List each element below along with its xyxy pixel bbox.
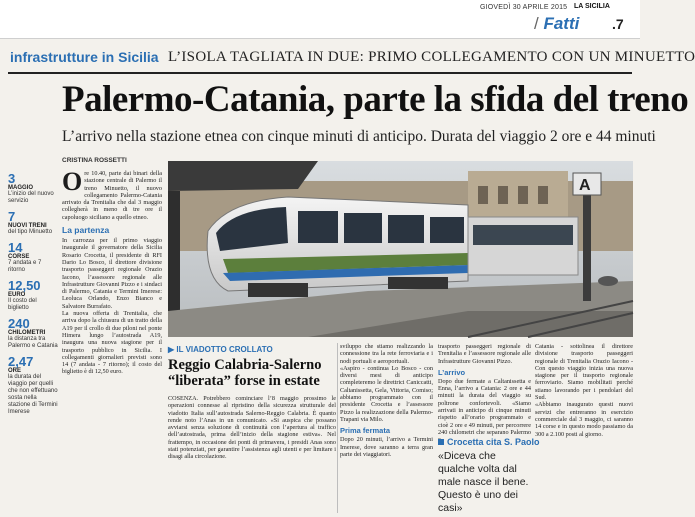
fact-item <box>8 317 58 350</box>
paragraph: «Aspiro - continua Lo Bosco - con diversi mesi di anticipo completeremo le direttrici Caniccatti, Caltanissetta, Gela, Vittoria, Comiso; abbiamo programmato con il presidente Crocetta e l’assessore Pizzo la realizzazione della Palermo-Trapani via Milo. <box>340 364 433 423</box>
article-column-4 <box>438 343 531 444</box>
paragraph: sviluppo che stiamo realizzando la connessione tra la rete ferroviaria e i nodi portuali e aeroportuali. <box>340 343 433 365</box>
overline: L’ISOLA TAGLIATA IN DUE: PRIMO COLLEGAMENTO CON UN MINUETTO <box>168 49 695 65</box>
fact-number: 3 <box>8 171 16 186</box>
fact-number: 240 <box>8 316 30 331</box>
fact-desc: Il costo del biglietto <box>8 298 37 311</box>
article-column-3 <box>340 343 433 458</box>
fact-number: 7 <box>8 209 16 224</box>
story-head-label: IL VIADOTTO CROLLATO <box>176 345 273 354</box>
article-column-1 <box>62 167 162 376</box>
fact-unit: EURO <box>8 292 26 298</box>
fact-unit: CORSE <box>8 254 30 260</box>
quote-tag-label: Crocetta cita S. Paolo <box>447 437 540 447</box>
svg-text:A: A <box>579 177 591 194</box>
fact-desc: la distanza tra Palermo e Catania <box>8 336 58 349</box>
kicker: infrastrutture in Sicilia <box>10 49 159 65</box>
byline: CRISTINA ROSSETTI <box>62 157 127 164</box>
fact-desc: la durata del viaggio per quelli che non effettuano sosta nella stazione di Termini Imerese <box>8 374 58 415</box>
subhead: L’arrivo <box>438 367 466 377</box>
fact-number: 14 <box>8 240 23 255</box>
story-head: ▶ IL VIADOTTO CROLLATO <box>168 345 273 354</box>
paragraph: Dopo due fermate a Caltanissetta e Enna, l’arrivo a Catania: 2 ore e 44 minuti la durata del viaggio su poltrone confortevoli. «Siamo arrivati in anticipo di cinque minuti rispetto all’orario programmato e cioè 2 ore e 49 minuti, per percorrere 240 chilometri che separano Palermo <box>438 377 531 436</box>
fact-unit: CHILOMETRI <box>8 330 46 336</box>
fact-unit: MAGGIO <box>8 185 33 191</box>
section-name: Fatti <box>543 14 580 33</box>
fact-item <box>8 355 58 416</box>
deck: L’arrivo nella stazione etnea con cinque minuti di anticipo. Durata del viaggio 2 ore e 44 minuti <box>62 128 656 145</box>
headline: Palermo-Catania, parte la sfida del treno <box>62 79 689 120</box>
paper-name: LA SICILIA <box>574 3 610 10</box>
quote-tag <box>438 437 540 447</box>
fact-item <box>8 210 58 236</box>
square-bullet-icon <box>438 439 444 445</box>
subhead: La partenza <box>62 225 110 236</box>
story-title: Reggio Calabria-Salerno “liberata” forse in estate <box>168 357 322 389</box>
article-column-2: COSENZA. Potrebbero cominciare l’8 maggio prossimo le operazioni connesse al ripristino della sicurezza strutturale del viadotto Italia sull’autostrada Salerno-Reggio Calabria. È quanto rende noto l’Anas in un comunicato. «Si auspica che possano avviarsi senza soluzione di continuità con l’apertura al traffico dell’autostrada, prima dell’inizio della stagione estiva». Nel frattempo, in occasione dei ponti di primavera, i presidi Anas sono stati potenziati, per garantire l’assistenza agli utenti e per limitare i disagi alla circolazione. <box>168 395 336 461</box>
issue-date: GIOVEDÌ 30 APRILE 2015 <box>480 4 568 11</box>
paragraph: «Abbiamo inaugurato questi nuovi servizi che entreranno in esercizio commerciale dal 3 maggio, ci saranno 14 corse e in questo modo passiamo da 300 a 2.100 posti al giorno. <box>535 401 633 438</box>
paragraph: La nuova offerta di Trenitalia, che arriva dopo la chiusura di un tratto della A19 per il crollo di due piloni nel ponte Himera lungo l’autostrada A19, inaugura una nuova stagione per il trasporto pubblico in Sicilia. I collegamenti giornalieri previsti sono 14 (7 andata - 7 ritorno); il costo del biglietto è di 12,50 euro. <box>62 310 162 376</box>
fact-item <box>8 279 58 312</box>
fact-number: 12,50 <box>8 278 41 293</box>
fact-item <box>8 241 58 274</box>
section-label: / Fatti <box>534 14 580 33</box>
page-number: .7 <box>612 16 624 32</box>
fact-unit: NUOVI TRENI <box>8 223 47 229</box>
divider <box>8 72 632 74</box>
fact-desc: 7 andata e 7 ritorno <box>8 260 42 273</box>
drop-cap: O <box>62 167 83 196</box>
subhead: Prima fermata <box>340 426 391 436</box>
paragraph: Catania - sottolinea il direttore divisione trasporto passeggeri regionale di Trenitalia Orazio Iacono - Con questo viaggio inizia una nuova stagione per il trasporto regionale ferroviario. Siamo mobilitati perché stiamo lavorando per i pendolari del Sud. <box>535 343 633 402</box>
paragraph: In carrozza per il primo viaggio inaugurale il governatore della Sicilia Rosario Crocetta, il presidente di RFI Dario Lo Bosco, il direttore divisione trasporto passeggeri regionale Orazio Iacono, l’assessore regionale alle Infrastrutture Giovanni Pizzo e i sindaci di Palermo, Catania e Termini Imerese: Leoluca Orlando, Enzo Bianco e Salvatore Burrafato. <box>62 237 162 310</box>
train-photo <box>168 161 633 337</box>
paragraph: re 10.40, parte dai binari della stazione centrale di Palermo il treno Minuetto, il nuovo collegamento Palermo-Catania arrivato da Trenitalia che dal 3 maggio collegherà in meno di tre ore il capoluogo siciliano a quello etneo. <box>62 170 162 221</box>
column-divider <box>337 343 338 513</box>
fact-desc: del tipo Minuetto <box>8 229 53 235</box>
pull-quote: «Diceva che qualche volta dal male nasce il bene. Questo è uno dei casi» <box>438 450 529 514</box>
fact-item <box>8 172 58 205</box>
facts-sidebar <box>8 172 58 421</box>
fact-number: 2,47 <box>8 354 34 369</box>
fact-desc: L’inizio del nuovo servizio <box>8 191 54 204</box>
article-column-5 <box>535 343 633 438</box>
fact-unit: ORE <box>8 368 22 374</box>
paragraph: trasporto passeggeri regionale di Trenitalia e l’assessore regionale alle Infrastrutture Giovanni Pizzo. <box>438 343 531 365</box>
paragraph: Dopo 20 minuti, l’arrivo a Termini Imerese, dove saranno a terra gran parte dei viaggiatori. <box>340 436 433 458</box>
